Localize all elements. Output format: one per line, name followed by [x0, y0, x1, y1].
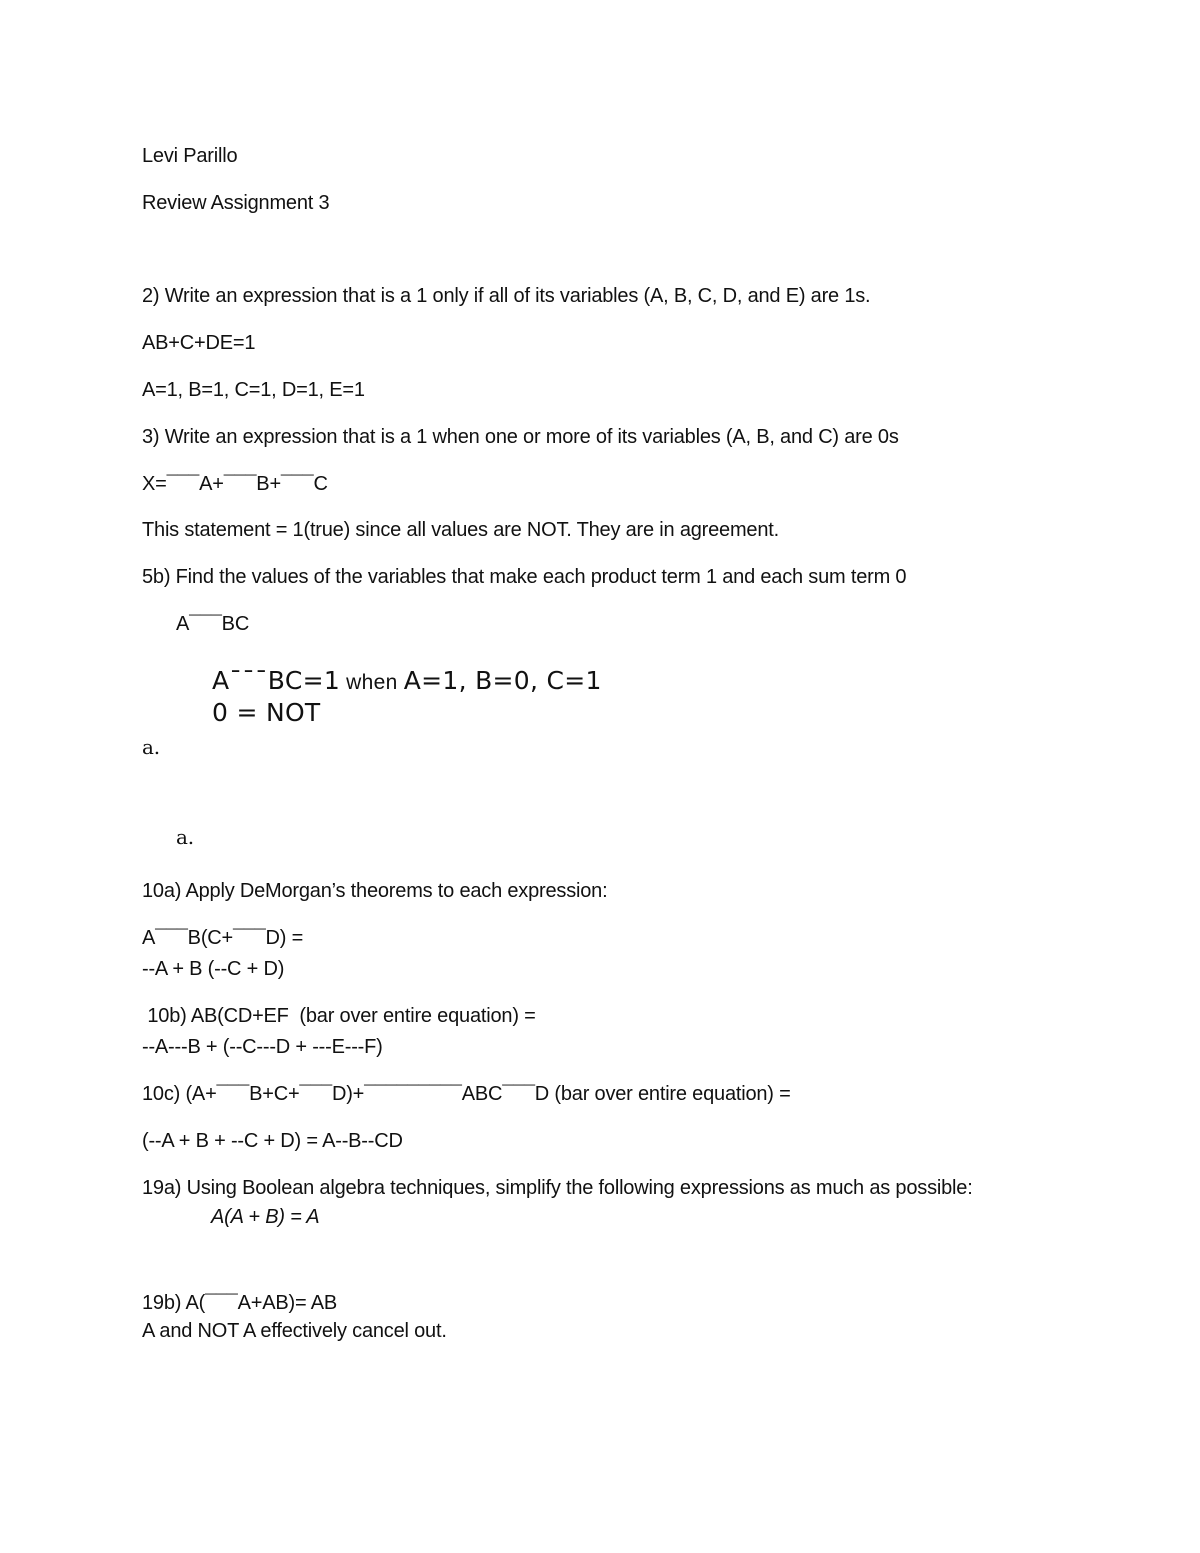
- q5b-equation: [212, 665, 602, 699]
- q19a-prompt: 19a) Using Boolean algebra techniques, simplify the following expressions as much as possible:: [142, 1177, 973, 1199]
- q10c-prompt: 10c) (A+¯¯¯B+C+¯¯¯D)+¯¯¯¯¯¯¯¯¯ABC¯¯¯D (bar over entire equation) =: [142, 1083, 791, 1105]
- q5b-label-a: a.: [142, 735, 160, 759]
- q5b-equation-main: A¯¯¯BC=1: [212, 666, 341, 695]
- author-name: Levi Parillo: [142, 145, 238, 167]
- q5b-equation-values: A=1, B=0, C=1: [403, 666, 602, 695]
- q10a-prompt: 10a) Apply DeMorgan’s theorems to each expression:: [142, 880, 608, 902]
- q10b-prompt: 10b) AB(CD+EF (bar over entire equation) =: [142, 1005, 536, 1027]
- q2-values: A=1, B=1, C=1, D=1, E=1: [142, 379, 365, 401]
- q5b-term: A¯¯¯BC: [176, 613, 250, 635]
- q3-expression: X=¯¯¯A+¯¯¯B+¯¯¯C: [142, 473, 328, 495]
- q10a-answer: --A + B (--C + D): [142, 958, 285, 980]
- q10c-answer: (--A + B + --C + D) = A--B--CD: [142, 1130, 403, 1152]
- q10a-expression: A¯¯¯B(C+¯¯¯D) =: [142, 927, 304, 949]
- q10b-answer: --A---B + (--C---D + ---E---F): [142, 1036, 383, 1058]
- q19b-prompt: 19b) A(¯¯¯A+AB)= AB: [142, 1292, 337, 1314]
- q2-expression: AB+C+DE=1: [142, 332, 256, 354]
- q3-statement: This statement = 1(true) since all values are NOT. They are in agreement.: [142, 519, 779, 541]
- q19b-note: A and NOT A effectively cancel out.: [142, 1320, 447, 1342]
- q3-prompt: 3) Write an expression that is a 1 when one or more of its variables (A, B, and C) are 0s: [142, 426, 899, 448]
- q5b-equation-when: when: [340, 671, 404, 694]
- q5b-label-a-indented: a.: [176, 825, 194, 849]
- q19a-answer: A(A + B) = A: [211, 1206, 320, 1228]
- q5b-prompt: 5b) Find the values of the variables that make each product term 1 and each sum term 0: [142, 566, 907, 588]
- q5b-note: 0 = NOT: [212, 698, 321, 727]
- assignment-title: Review Assignment 3: [142, 192, 330, 214]
- q2-prompt: 2) Write an expression that is a 1 only if all of its variables (A, B, C, D, and E) are 1s.: [142, 285, 871, 307]
